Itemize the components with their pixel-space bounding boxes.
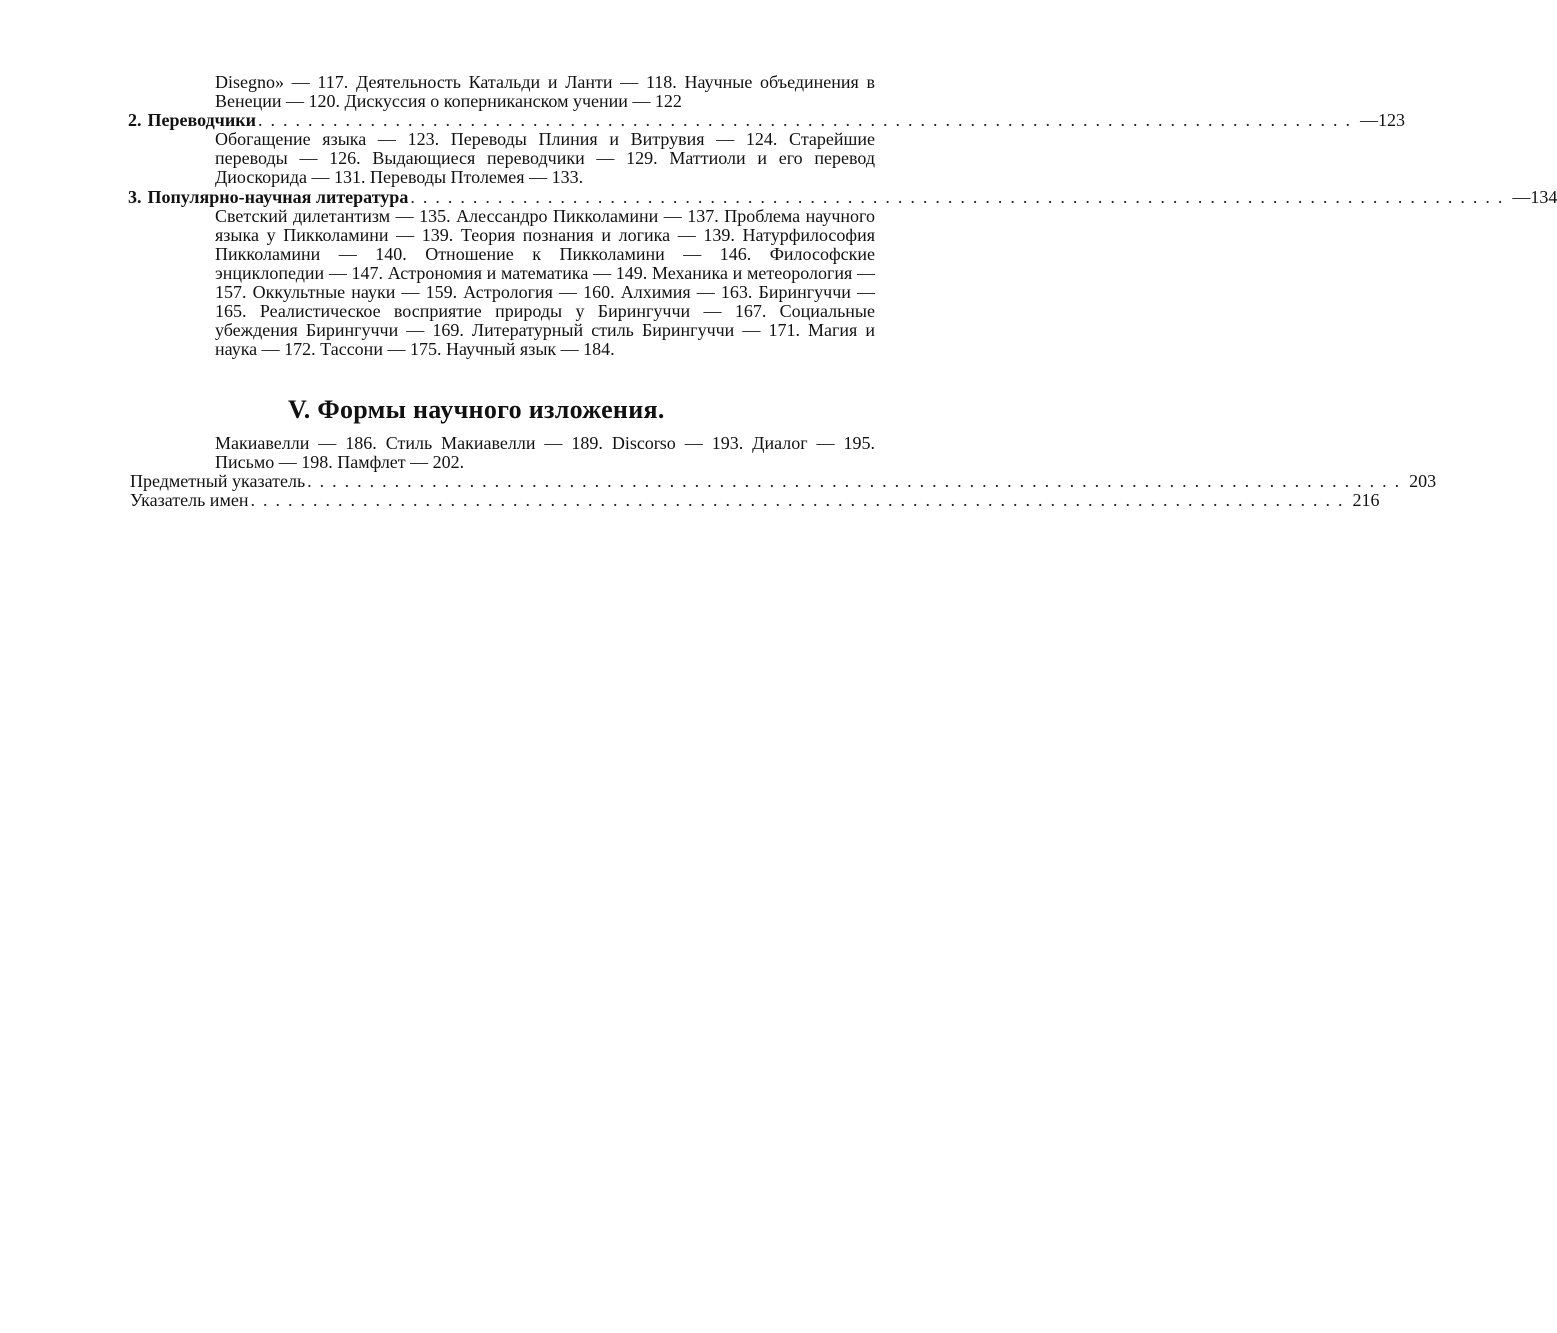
toc-paragraph-formy: Макиавелли — 186. Стиль Макиавелли — 189. Discorso — 193. Диалог — 195. Письмо — 198. Памфлет — 202. <box>215 433 875 472</box>
toc-entry-title: Указатель имен <box>130 490 249 510</box>
dot-leader: ........................................................................................ <box>257 110 1358 130</box>
chapter-heading: V. Формы научного изложения. <box>288 395 665 424</box>
toc-entry-perevodchiki <box>128 110 1405 130</box>
dot-leader: ........................................................................................ <box>307 471 1408 491</box>
toc-entry-title: Предметный указатель <box>130 471 306 491</box>
toc-entry-page: 203 <box>1409 471 1437 491</box>
toc-entry-number: 2. <box>128 110 142 130</box>
toc-entry-page: —134 <box>1512 187 1557 207</box>
toc-paragraph-disegno: Disegno» — 117. Деятельность Катальди и Ланти — 118. Научные объединения в Венеции — 120. Дискуссия о коперниканском учении — 122 <box>215 72 875 111</box>
toc-entry-populyarno <box>128 187 1557 207</box>
toc-entry-number: 3. <box>128 187 142 207</box>
toc-entry-subject-index <box>130 471 1437 491</box>
toc-entry-title: Переводчики <box>147 110 256 130</box>
toc-entry-title: Популярно-научная литература <box>147 187 409 207</box>
toc-entry-page: —123 <box>1359 110 1405 130</box>
toc-paragraph-perevodchiki: Обогащение языка — 123. Переводы Плиния и Витрувия — 124. Старейшие переводы — 126. Выдающиеся переводчики — 129. Маттиоли и его перевод Диоскорида — 131. Переводы Птолемея — 133. <box>215 129 875 187</box>
toc-entry-page: 216 <box>1352 490 1380 510</box>
dot-leader: ........................................................................................ <box>250 490 1351 510</box>
toc-paragraph-populyarno: Светский дилетантизм — 135. Алессандро Пикколамини — 137. Проблема научного языка у Пикколамини — 139. Теория познания и логика — 139. Натурфилософия Пикколамини — 140. Отношение к Пикколамини — 146. Философские энциклопедии — 147. Астрономия и математика — 149. Механика и метеорология — 157. Оккультные науки — 159. Астрология — 160. Алхимия — 163. Бирингуччи — 165. Реалистическое восприятие природы у Бирингуччи — 167. Социальные убеждения Бирингуччи — 169. Литературный стиль Бирингуччи — 171. Магия и наука — 172. Тассони — 175. Научный язык — 184. <box>215 206 875 359</box>
dot-leader: ........................................................................................ <box>410 187 1511 207</box>
toc-entry-names-index <box>130 490 1380 510</box>
